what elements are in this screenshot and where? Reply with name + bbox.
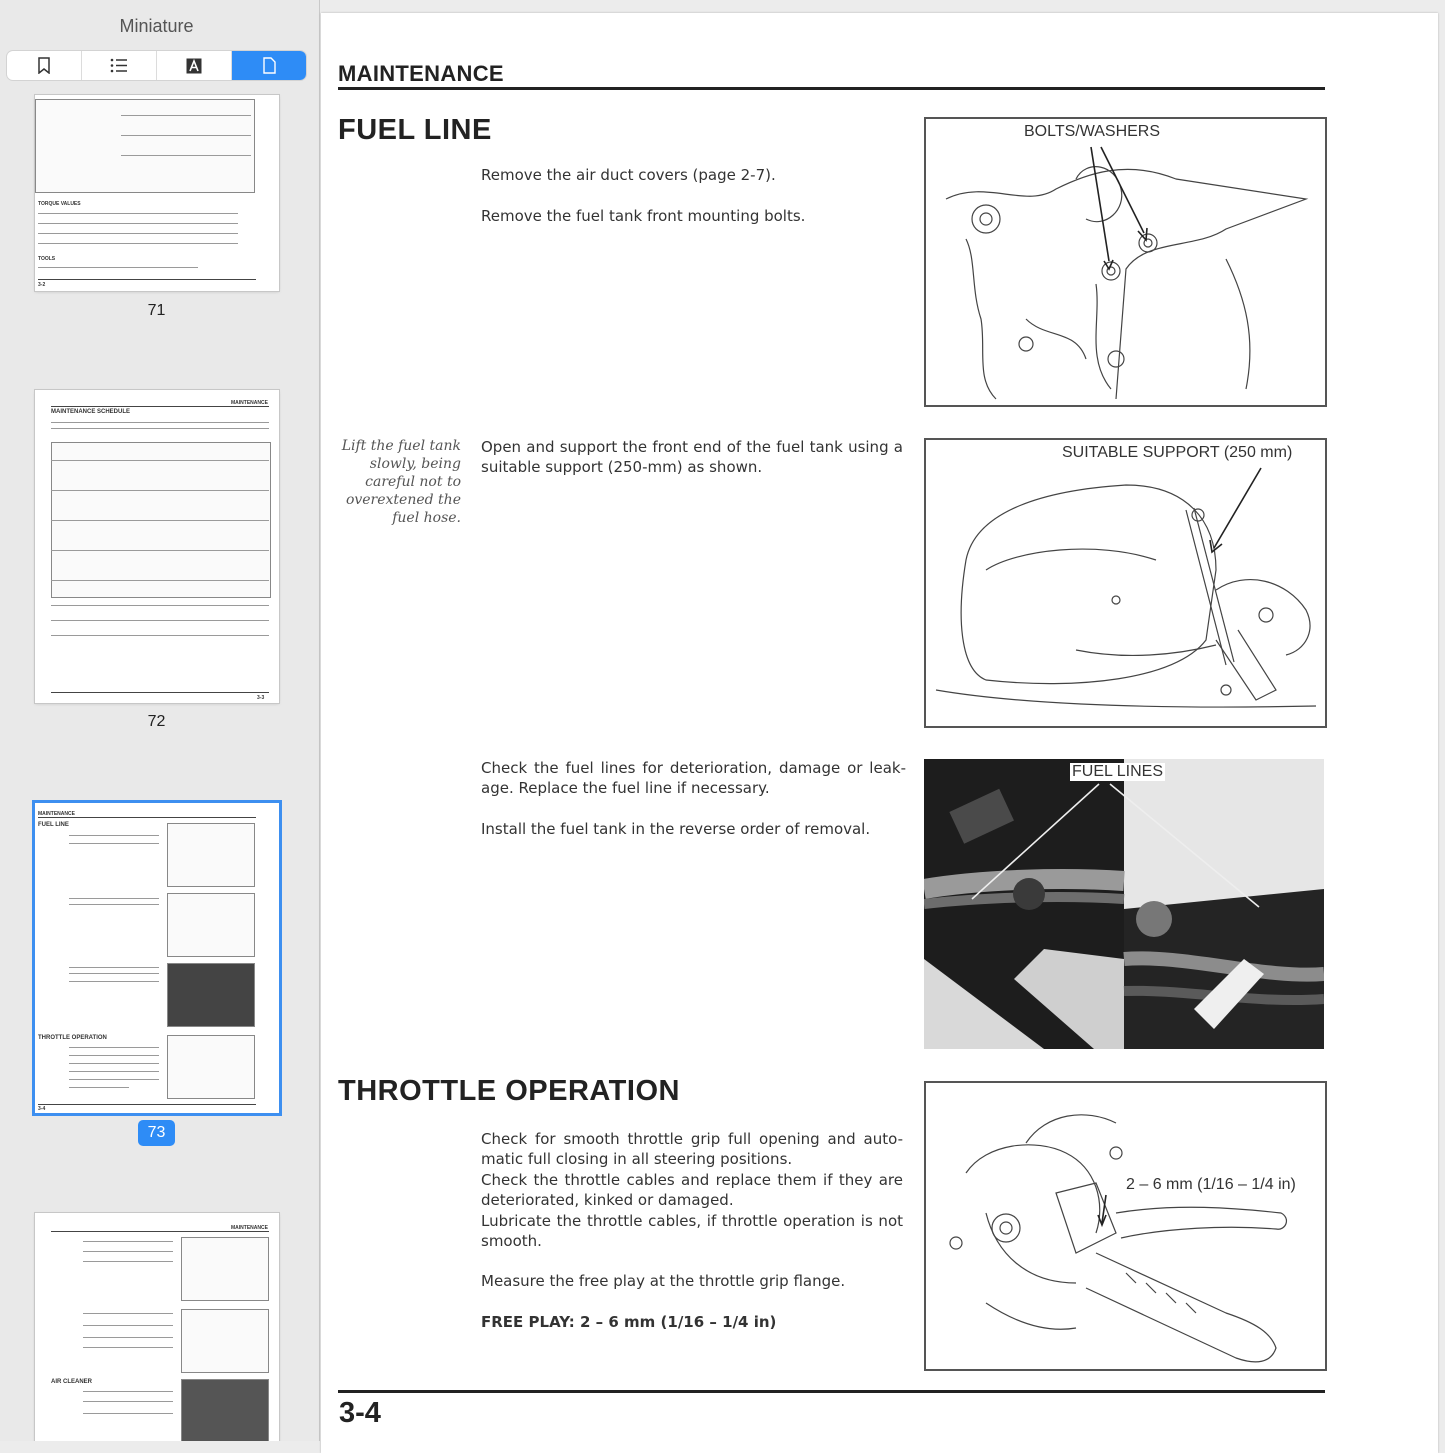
thumb-heading: THROTTLE OPERATION — [38, 1035, 107, 1041]
page-label-73: 73 — [0, 1120, 313, 1146]
page-thumbnail-72[interactable] — [35, 390, 279, 703]
header-rule — [338, 87, 1325, 90]
list-icon — [110, 58, 128, 73]
document-page — [321, 13, 1438, 1453]
free-play-spec: FREE PLAY: 2 – 6 mm (1/16 – 1/4 in) — [481, 1313, 777, 1331]
thumb-heading: FUEL LINE — [38, 822, 69, 828]
thumb-table — [35, 99, 255, 193]
thumb-heading: MAINTENANCE — [38, 811, 75, 817]
fuel-lines-photo — [924, 759, 1324, 1049]
figure-label-free-play: 2 – 6 mm (1/16 – 1/4 in) — [1126, 1176, 1296, 1193]
running-header: MAINTENANCE — [338, 61, 504, 86]
thumbnails-tab[interactable] — [232, 51, 306, 80]
throttle-step-2: Check the throttle cables and replace them if they are deteriorated, kinked or damaged. — [481, 1171, 903, 1210]
thumb-heading: MAINTENANCE SCHEDULE — [51, 409, 131, 415]
thumb-photo — [181, 1379, 269, 1441]
page-thumbnail-74[interactable] — [35, 1213, 279, 1441]
outline-tab[interactable] — [82, 51, 157, 80]
fuel-line-step-1: Remove the air duct covers (page 2-7). — [481, 166, 776, 184]
page-label-71: 71 — [147, 302, 166, 319]
fuel-line-step-5: Install the fuel tank in the reverse order of removal. — [481, 820, 871, 838]
figure-throttle-free-play — [924, 1081, 1327, 1371]
thumb-figure — [167, 893, 255, 957]
fuel-line-step-4: Check the fuel lines for deterioration, damage or leak-age. Replace the fuel line if necessary. — [481, 759, 906, 798]
figure-fuel-lines-photo — [924, 759, 1324, 1049]
throttle-step-1: Check for smooth throttle grip full opening and auto-matic full closing in all steering positions. — [481, 1130, 903, 1169]
thumb-heading: TORQUE VALUES — [38, 201, 81, 207]
fuel-tank-support-diagram — [926, 440, 1325, 726]
figure-label-bolts-washers: BOLTS/WASHERS — [1024, 123, 1161, 140]
caution-note: Lift the fuel tank slowly, being careful not to overextened the fuel hose. — [341, 438, 461, 526]
bookmark-icon — [37, 57, 51, 74]
throttle-step-3: Lubricate the throttle cables, if throttle operation is not smooth. — [481, 1212, 903, 1251]
thumb-footer: 3-3 — [257, 695, 265, 701]
footer-rule — [338, 1390, 1325, 1393]
thumb-figure — [181, 1309, 269, 1373]
page-icon — [263, 57, 276, 74]
annotation-icon — [186, 58, 202, 74]
fuel-line-step-3: Open and support the front end of the fuel tank using a suitable support (250-mm) as shown. — [481, 438, 903, 477]
section-title-throttle-operation: THROTTLE OPERATION — [338, 1075, 680, 1107]
section-title-fuel-line: FUEL LINE — [338, 114, 492, 146]
figure-bolts-washers — [924, 117, 1327, 407]
page-thumbnail-73[interactable] — [35, 803, 279, 1113]
throttle-grip-diagram — [926, 1083, 1325, 1369]
figure-label-suitable-support: SUITABLE SUPPORT (250 mm) — [1062, 444, 1293, 461]
sidebar-title: Miniature — [119, 16, 194, 36]
bookmarks-tab[interactable] — [7, 51, 82, 80]
figure-suitable-support — [924, 438, 1327, 728]
thumb-figure — [181, 1237, 269, 1301]
thumb-figure — [167, 1035, 255, 1099]
bolts-washers-diagram — [926, 119, 1325, 405]
thumb-heading: AIR CLEANER — [51, 1379, 93, 1385]
thumb-heading: MAINTENANCE — [231, 400, 268, 406]
thumb-heading: TOOLS — [38, 256, 56, 262]
annotations-tab[interactable] — [157, 51, 232, 80]
page-number: 3-4 — [339, 1397, 381, 1429]
thumbnail-sidebar — [0, 0, 320, 1441]
thumb-footer: 3-2 — [38, 282, 46, 288]
fuel-line-step-2: Remove the fuel tank front mounting bolts. — [481, 207, 806, 225]
thumb-photo — [167, 963, 255, 1027]
thumb-footer: 3-4 — [38, 1106, 46, 1112]
thumb-heading: MAINTENANCE — [231, 1225, 268, 1231]
sidebar-view-switcher — [7, 51, 306, 80]
throttle-step-4: Measure the free play at the throttle grip flange. — [481, 1272, 846, 1290]
figure-label-fuel-lines: FUEL LINES — [1072, 763, 1163, 780]
page-label-72: 72 — [147, 713, 166, 730]
page-thumbnail-71[interactable] — [35, 95, 279, 291]
thumb-figure — [167, 823, 255, 887]
